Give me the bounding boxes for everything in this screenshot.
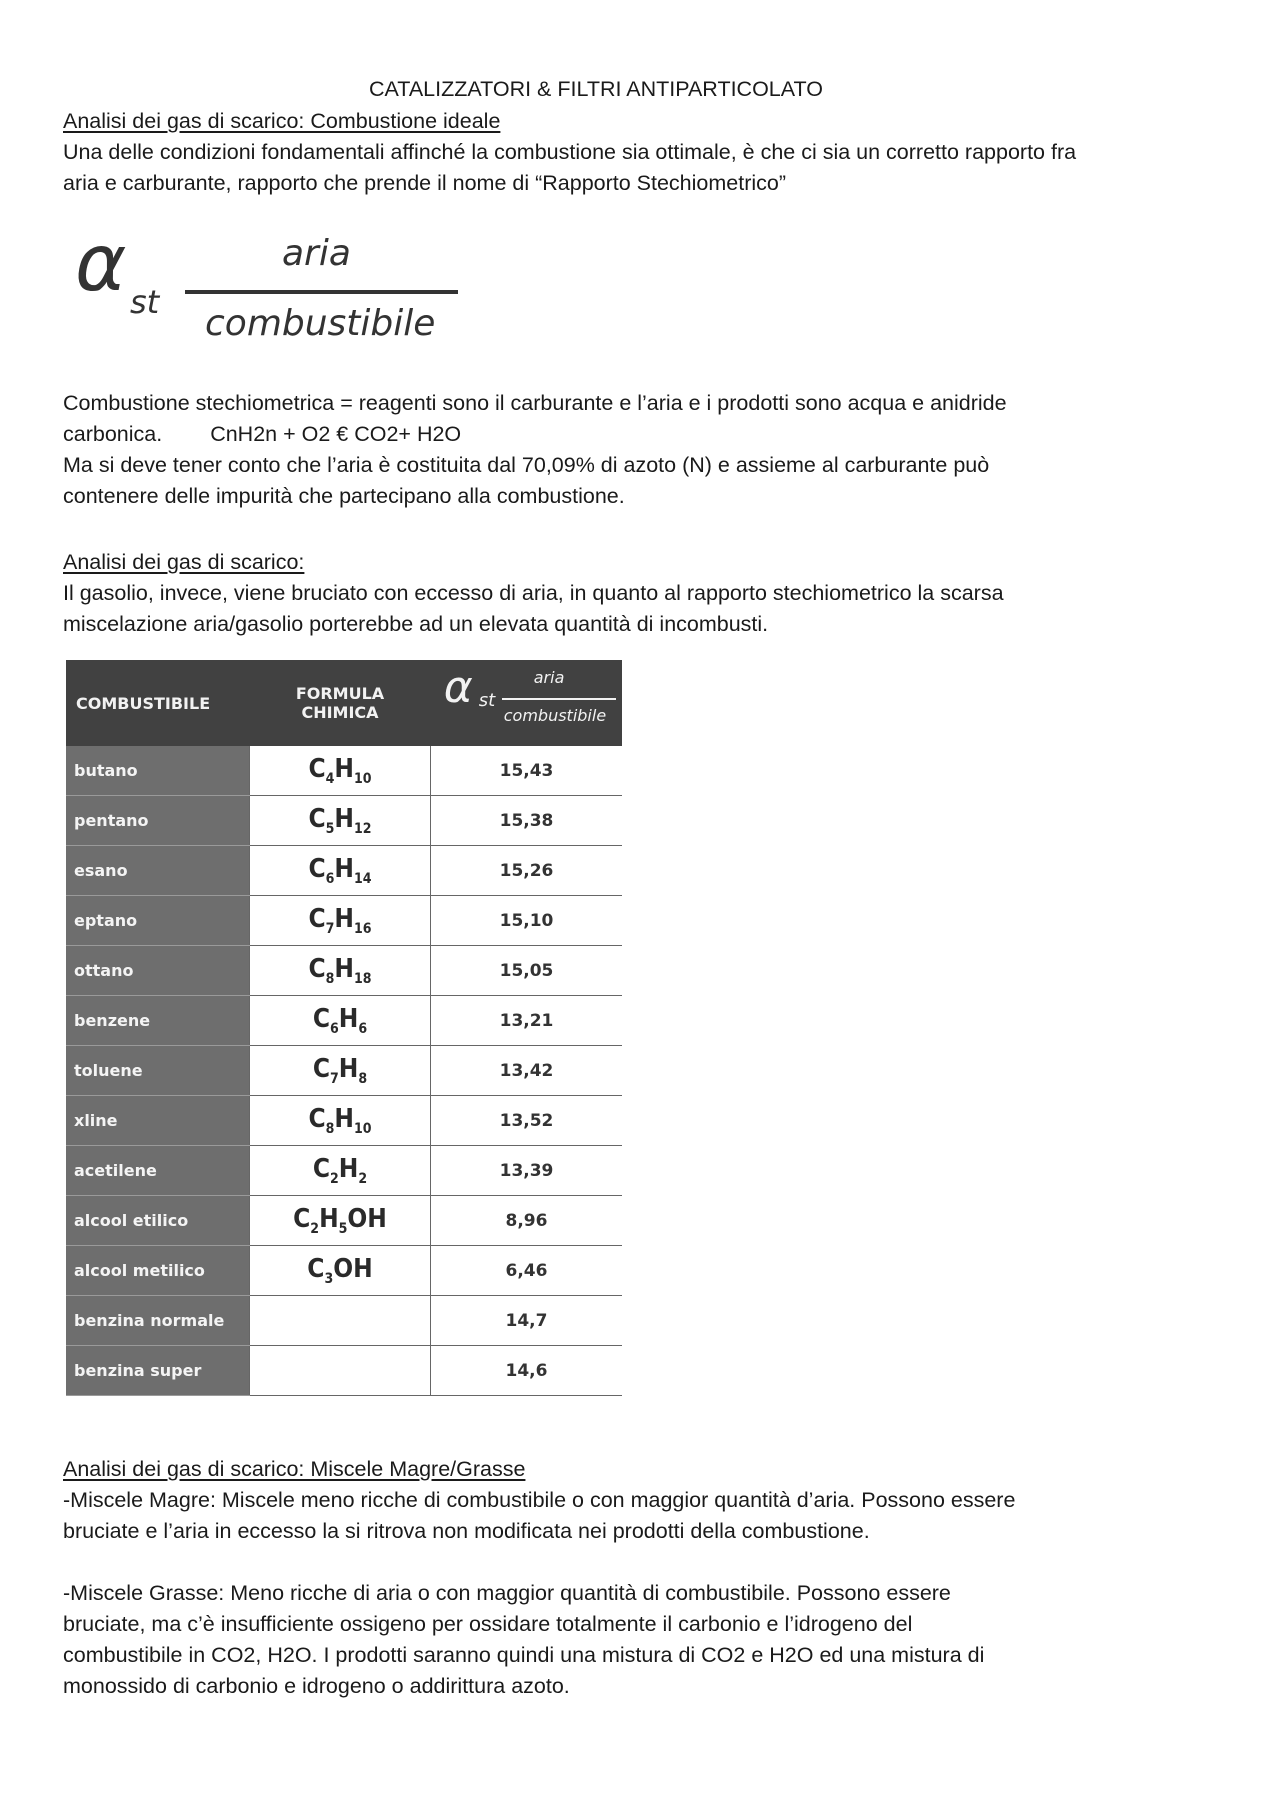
hydrogen-count: 18 — [353, 971, 372, 987]
chemical-formula — [250, 1346, 431, 1396]
stoichiometric-ratio-value: 14,6 — [431, 1346, 623, 1396]
section3-text: miscelazione aria/gasolio porterebbe ad un elevata quantità di incombusti. — [63, 612, 769, 636]
table-row — [66, 996, 622, 1046]
fuel-name: eptano — [66, 896, 250, 946]
table-row — [66, 796, 622, 846]
magre-text: bruciate e l’aria in eccesso la si ritrova non modificata nei prodotti della combustione. — [63, 1519, 870, 1543]
hydrogen-count: 2 — [358, 1171, 368, 1187]
carbon-count: 7 — [330, 1071, 339, 1087]
table-row — [66, 1196, 622, 1246]
hydrogen-count: 6 — [358, 1021, 368, 1037]
fuel-name: alcool etilico — [66, 1196, 250, 1246]
fuel-name: benzina super — [66, 1346, 250, 1396]
chemical-formula: $C_6H_6$ — [250, 996, 431, 1046]
fuel-name: ottano — [66, 946, 250, 996]
grasse-text: bruciate, ma c’è insufficiente ossigeno per ossidare totalmente il carbonio e l’idrogeno del — [63, 1612, 913, 1636]
chemical-formula: $C_8H_{10}$ — [250, 1096, 431, 1146]
magre-text: -Miscele Magre: Miscele meno ricche di combustibile o con maggior quantità d’aria. Possono essere — [63, 1488, 1016, 1512]
alpha-symbol: α — [75, 219, 127, 309]
column-header-fuel: COMBUSTIBILE — [66, 660, 250, 746]
carbon-count: 6 — [325, 871, 335, 887]
carbon-count: 8 — [325, 1121, 335, 1137]
stoichiometric-ratio-value: 15,38 — [431, 796, 623, 846]
chemical-formula: $C_3OH$ — [250, 1246, 431, 1296]
table-body — [66, 746, 622, 1396]
table-row — [66, 746, 622, 796]
stoichiometric-formula — [70, 219, 470, 355]
section4-heading: Analisi dei gas di scarico: Miscele Magre/Grasse — [63, 1457, 526, 1481]
combustion-equation: CnH2n + O2 € CO2+ H2O — [210, 422, 462, 446]
table-row — [66, 1046, 622, 1096]
carbon-count: 8 — [325, 971, 335, 987]
chemical-formula: $C_2H_5OH$ — [250, 1196, 431, 1246]
grasse-text: -Miscele Grasse: Meno ricche di aria o con maggior quantità di combustibile. Possono essere — [63, 1581, 951, 1605]
chemical-formula: $C_5H_{12}$ — [250, 796, 431, 846]
section2-text — [63, 419, 461, 450]
stoichiometric-ratio-value: 14,7 — [431, 1296, 623, 1346]
formula-numerator: aria — [282, 233, 351, 274]
stoichiometric-ratio-value: 8,96 — [431, 1196, 623, 1246]
table-row — [66, 896, 622, 946]
section3-heading: Analisi dei gas di scarico: — [63, 550, 305, 574]
chemical-formula: $C_7H_8$ — [250, 1046, 431, 1096]
section1-text: aria e carburante, rapporto che prende il nome di “Rapporto Stechiometrico” — [63, 171, 787, 195]
fuel-name: benzina normale — [66, 1296, 250, 1346]
table-row — [66, 846, 622, 896]
carbon-count: 2 — [310, 1221, 320, 1237]
alpha-symbol: α — [443, 662, 473, 713]
ratio-denominator: combustibile — [503, 706, 607, 725]
hydrogen-count: 8 — [358, 1071, 368, 1087]
stoichiometric-ratio-value: 15,26 — [431, 846, 623, 896]
fuel-name: acetilene — [66, 1146, 250, 1196]
section3-text: Il gasolio, invece, viene bruciato con eccesso di aria, in quanto al rapporto stechiometrico la scarsa — [63, 581, 1004, 605]
stoichiometric-ratio-value: 15,10 — [431, 896, 623, 946]
ratio-subscript: st — [478, 690, 496, 711]
chemical-formula: $C_8H_{18}$ — [250, 946, 431, 996]
table-header-row — [66, 660, 622, 746]
fuel-name: alcool metilico — [66, 1246, 250, 1296]
fuel-name: benzene — [66, 996, 250, 1046]
fraction-bar — [502, 698, 616, 700]
formula-suffix: OH — [333, 1254, 373, 1284]
column-header-formula-line1: FORMULA — [295, 684, 385, 703]
hydrogen-count: 10 — [353, 1121, 372, 1137]
carbon-count: 7 — [325, 921, 335, 937]
section2-text: Ma si deve tener conto che l’aria è costituita dal 70,09% di azoto (N) e assieme al carburante può — [63, 453, 990, 477]
carbon-count: 6 — [330, 1021, 339, 1037]
stoichiometric-ratio-value: 6,46 — [431, 1246, 623, 1296]
table-row — [66, 1246, 622, 1296]
hydrogen-count: 16 — [353, 921, 372, 937]
fuel-name: butano — [66, 746, 250, 796]
formula-subscript: st — [130, 283, 160, 321]
ratio-numerator: aria — [533, 668, 565, 687]
table-row — [66, 1346, 622, 1396]
section2-text: Combustione stechiometrica = reagenti sono il carburante e l’aria e i prodotti sono acqua e anidride — [63, 391, 1007, 415]
section2-text: contenere delle impurità che partecipano alla combustione. — [63, 484, 625, 508]
carbon-count: 2 — [330, 1171, 339, 1187]
grasse-text: combustibile in CO2, H2O. I prodotti saranno quindi una mistura di CO2 e H2O ed una mistura di — [63, 1643, 985, 1667]
page-title: CATALIZZATORI & FILTRI ANTIPARTICOLATO — [369, 77, 823, 101]
stoichiometric-ratio-value: 13,42 — [431, 1046, 623, 1096]
column-header-ratio — [431, 660, 623, 746]
section2-text-start: carbonica. — [63, 422, 163, 446]
carbon-count: 3 — [324, 1271, 334, 1287]
hydrogen-count: 14 — [353, 871, 372, 887]
grasse-text: monossido di carbonio e idrogeno o addirittura azoto. — [63, 1674, 570, 1698]
fuel-name: pentano — [66, 796, 250, 846]
formula-suffix: OH — [347, 1204, 387, 1234]
section1-text: Una delle condizioni fondamentali affinché la combustione sia ottimale, è che ci sia un corretto rapporto fra — [63, 140, 1077, 164]
stoichiometric-ratio-value: 15,43 — [431, 746, 623, 796]
hydrogen-count: 10 — [353, 771, 372, 787]
fuel-table — [66, 660, 622, 1396]
column-header-formula — [250, 660, 431, 746]
column-header-formula-line2: CHIMICA — [301, 703, 379, 722]
formula-denominator: combustibile — [205, 303, 436, 344]
table-row — [66, 1296, 622, 1346]
table-row — [66, 1096, 622, 1146]
chemical-formula: $C_6H_{14}$ — [250, 846, 431, 896]
chemical-formula: $C_2H_2$ — [250, 1146, 431, 1196]
stoichiometric-ratio-value: 13,52 — [431, 1096, 623, 1146]
stoichiometric-ratio-value: 13,39 — [431, 1146, 623, 1196]
carbon-count: 4 — [325, 771, 335, 787]
table-row — [66, 946, 622, 996]
fuel-name: toluene — [66, 1046, 250, 1096]
fuel-name: esano — [66, 846, 250, 896]
chemical-formula: $C_7H_{16}$ — [250, 896, 431, 946]
table-row — [66, 1146, 622, 1196]
carbon-count: 5 — [325, 821, 335, 837]
stoichiometric-ratio-value: 13,21 — [431, 996, 623, 1046]
stoichiometric-ratio-value: 15,05 — [431, 946, 623, 996]
fraction-bar — [185, 290, 458, 294]
hydrogen-count: 5 — [338, 1221, 348, 1237]
fuel-name: xline — [66, 1096, 250, 1146]
hydrogen-count: 12 — [353, 821, 372, 837]
chemical-formula: $C_4H_{10}$ — [250, 746, 431, 796]
section1-heading: Analisi dei gas di scarico: Combustione ideale — [63, 109, 501, 133]
chemical-formula — [250, 1296, 431, 1346]
